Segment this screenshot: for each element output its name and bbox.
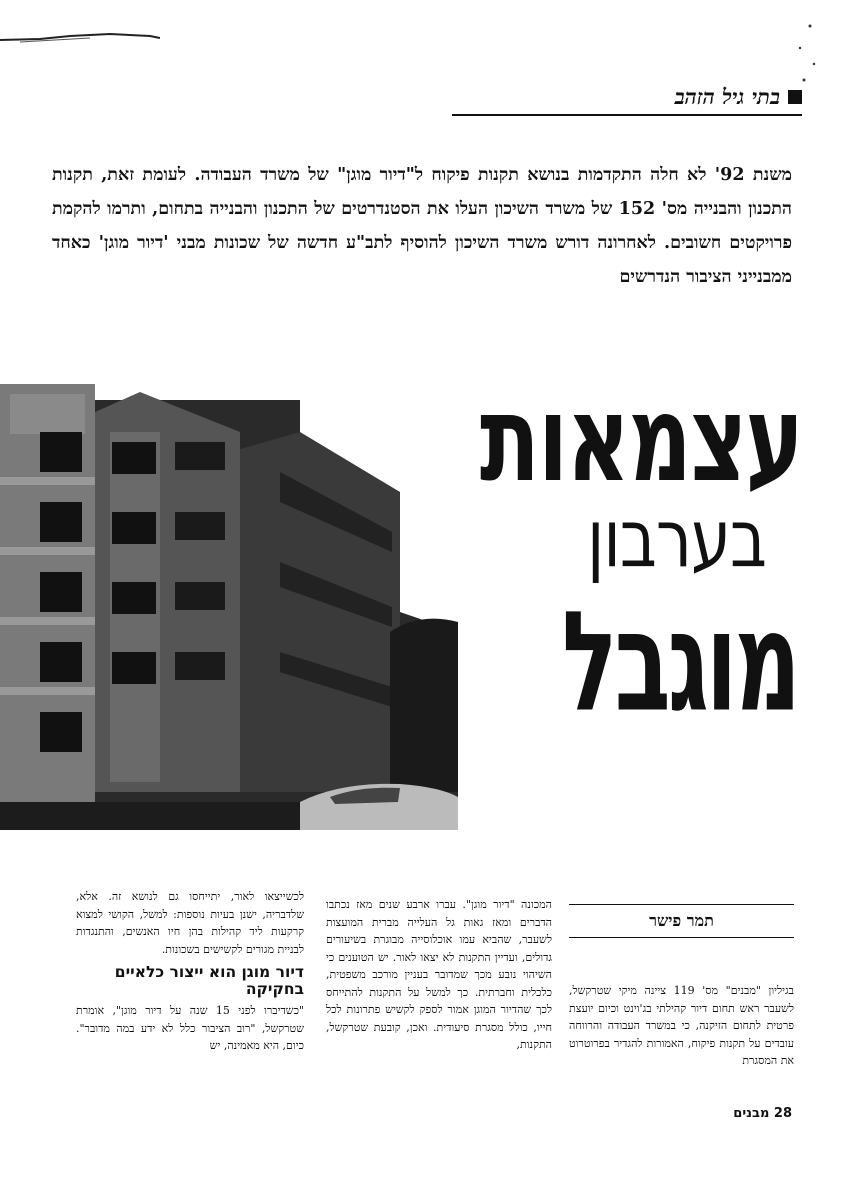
- headline-line-1: עצמאות: [479, 369, 802, 509]
- column-2-text: המכונה "דיור מוגן". עברו ארבע שנים מאז נכתבו הדברים ומאז גאות גל העלייה מברית המועצות לשעבר, שהביא עמו אוכלוסייה מבוגרת בשיעורים גדולים, ועדיין התקנות לא יצאו לאור. יש הטוענים כי השיהוי נובע מכך שמדובר בעניין מורכב משפטית, כלכלית וחברתית. כך למשל על התקנות להתייחס לכך שהדיור המוגן אמור לספק לקשיש פתרונות לכל חייו, כולל מסגרת סיעודית. ואכן, קובעת שטרקשל, התקנות,: [326, 898, 552, 1051]
- column-3-subheading: דיור מוגן הוא ייצור כלאיים בחקיקה: [114, 963, 304, 998]
- section-title: בתי גיל הזהב: [674, 84, 780, 109]
- column-1-text: בגיליון "מבנים" מס' 119 ציינה מיקי שטרקשל, לשעבר ראש תחום דיור קהילתי בג'וינט וכיום יועצת פרטית לתחום הזיקנה, כי במשרד העבודה והרווחה עובדים על תקנות פיקוח, האמורות להגדיר בפרוטרוט את המסגרת: [569, 984, 794, 1067]
- headline-line-3: מוגבל: [561, 582, 798, 743]
- body-column-3: [76, 888, 304, 1055]
- section-square-icon: [788, 90, 802, 104]
- section-header: [452, 84, 802, 116]
- page-folio: [733, 1106, 792, 1121]
- byline: תמר פישר: [569, 904, 794, 938]
- headline: [472, 369, 802, 760]
- lead-paragraph: משנת 92' לא חלה התקדמות בנושא תקנות פיקוח ל"דיור מוגן" של משרד העבודה. לעומת זאת, תקנות התכנון והבנייה מס' 152 של משרד השיכון העלו את הסטנדרטים של התכנון והבנייה בתחום, ותרמו להקמת פרויקטים חשובים. לאחרונה דורש משרד השיכון להוסיף לתב"ע חדשה של שכונות מבני 'דיור מוגן' כאחד ממבנייני הציבור הנדרשים: [52, 165, 792, 287]
- magazine-name: מבנים: [733, 1106, 770, 1121]
- building-photo: [0, 372, 458, 830]
- page-number: 28: [773, 1106, 792, 1121]
- headline-line-2: בערבון: [586, 493, 766, 587]
- scan-artifact: [0, 30, 160, 44]
- scan-artifact-dots: [780, 20, 820, 90]
- column-3-text-bottom: "כשדיברו לפני 15 שנה על דיור מוגן", אומרת שטרקשל, "רוב הציבור כלל לא ידע במה מדובר". כיום, היא מאמינה, יש: [76, 1004, 305, 1052]
- column-3-text-top: לכשייצאו לאור, יתייחסו גם לנושא זה. אלא, שלדבריה, ישנן בעיות נוספות: למשל, הקושי למצוא קרקעות ליד קהילות בהן חיו האנשים, והתנגדות לבניית מגורים לקשישים בשכונות.: [76, 890, 304, 956]
- body-column-1: [569, 982, 794, 1070]
- body-column-2: [326, 896, 552, 1054]
